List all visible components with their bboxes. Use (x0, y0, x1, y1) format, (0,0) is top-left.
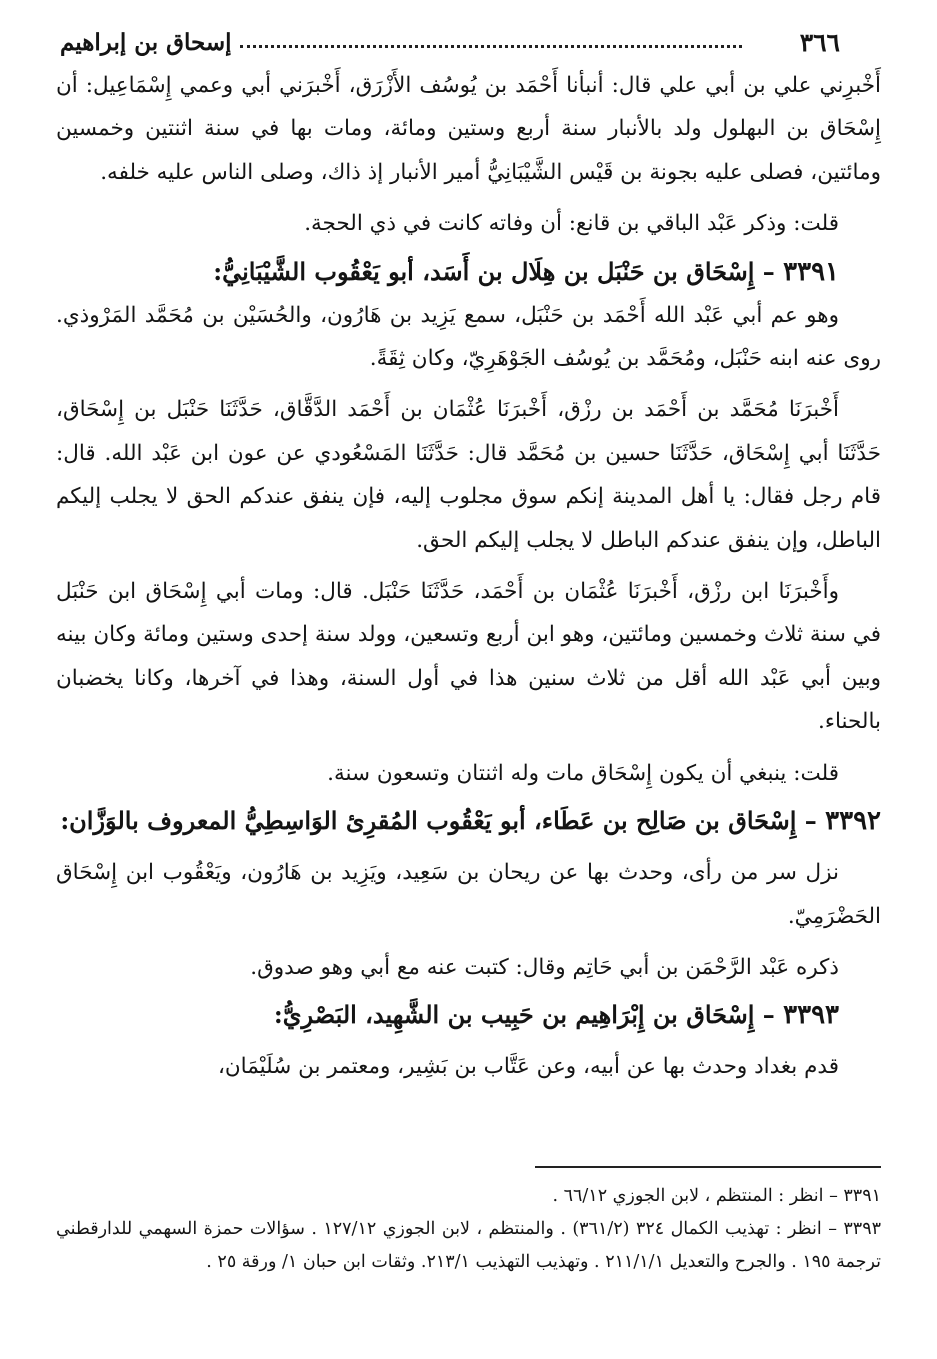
paragraph-9: قدم بغداد وحدث بها عن أبيه، وعن عَتَّاب بن بَشِير، ومعتمر بن سُلَيْمَان، (217, 1054, 839, 1080)
paragraph-5: وأَخْبرَنَا ابن رزْق، أَخْبرَنَا عُثْمَان بن أَحْمَد، حَدَّثَنَا حَنْبَل. قال: ومات أبي إِسْحَاق ابن حَنْبَل في سنة ثلاث وخمسين ومائتين، وهو ابن أربع وتسعين، وولد سنة إحدى وستين ومائة وكان بينه وبين أبي عَبْد الله أقل من ثلاث سنين هذا في أول السنة، وهذا في آخرها، وكانا يخضبان بالحناء. (56, 579, 881, 735)
footnote-1: ٣٣٩١ – انظر : المنتظم ، لابن الجوزي ٦٦/١٢ . (552, 1186, 881, 1206)
footnote-separator (535, 1166, 881, 1168)
entry-title: – إِسْحَاق بن إِبْرَاهِيم بن حَبِيب بن الشَّهِيد، البَصْرِيُّ: (273, 1000, 775, 1030)
paragraph-8: ذكره عَبْد الرَّحْمَن بن أبي حَاتِم وقال: كتبت عنه مع أبي وهو صدوق. (250, 954, 839, 980)
footnotes (56, 1180, 881, 1279)
footnote-2: ٣٣٩٣ – انظر : تهذيب الكمال ٣٢٤ (٣٦١/٢) . والمنتظم ، لابن الجوزي ١٢٧/١٢ . سؤالات حمزة السهمي للدارقطني ترجمة ١٩٥ . والجرح والتعديل ٢١١/١/١ . وتهذيب التهذيب ٢١٣/١. وثقات ابن حبان ١/ ورقة ٢٥ . (56, 1219, 882, 1272)
running-title: إسحاق بن إبراهيم (60, 28, 232, 56)
main-text (56, 64, 881, 1089)
paragraph-2: قلت: وذكر عَبْد الباقي بن قانع: أن وفاته كانت في ذي الحجة. (304, 211, 839, 237)
entry-number: ٣٣٩١ (783, 256, 839, 287)
entry-heading-3391 (56, 250, 881, 294)
paragraph-7: نزل سر من رأى، وحدث بها عن ريحان بن سَعِيد، ويَزِيد بن هَارُون، ويَعْقُوب ابن إِسْحَاق الحَضْرَمِيّ. (56, 860, 881, 929)
page-number: ٣٦٦ (799, 27, 840, 57)
paragraph-6: قلت: ينبغي أن يكون إِسْحَاق مات وله اثنتان وتسعون سنة. (327, 760, 839, 786)
entry-heading-3393 (56, 993, 881, 1037)
header-dotted-leader (240, 45, 742, 48)
entry-title: – إِسْحَاق بن حَنْبَل بن هِلَال بن أَسَد، أبو يَعْقُوب الشَّيْبَانِيُّ: (213, 256, 775, 286)
entry-number: ٣٣٩٣ (783, 1000, 839, 1031)
paragraph-1: أَخْبرِني علي بن أبي علي قال: أنبأنا أَحْمَد بن يُوسُف الأَزْرَق، أَخْبرَني أبي وعمي إِسْمَاعِيل: أن إِسْحَاق بن البهلول ولد بالأنبار سنة أربع وستين ومائة، ومات بها في سنة اثنتين وخمسين ومائتين، فصلى عليه بجونة بن قَيْس الشَّيْبَانِيُّ أمير الأنبار إذ ذاك، وصلى الناس عليه خلفه. (56, 73, 881, 185)
page-header (60, 26, 840, 58)
entry-title: – إِسْحَاق بن صَالِح بن عَطَاء، أبو يَعْقُوب المُقرِئ الوَاسِطِيُّ المعروف بالوَزَّان: (60, 806, 817, 836)
paragraph-3: وهو عم أبي عَبْد الله أَحْمَد بن حَنْبَل، سمع يَزِيد بن هَارُون، والحُسَيْن بن مُحَمَّد المَرْوذي. روى عنه ابنه حَنْبَل، ومُحَمَّد بن يُوسُف الجَوْهَرِيّ، وكان ثِقَةً. (56, 302, 881, 372)
paragraph-4: أَخْبرَنَا مُحَمَّد بن أَحْمَد بن رزْق، أَخْبرَنَا عُثْمَان بن أَحْمَد الدَّقَّاق، حَدَّثَنَا حَنْبَل بن إِسْحَاق، حَدَّثَنَا أبي إِسْحَاق، حَدَّثَنَا حسين بن مُحَمَّد قال: حَدَّثَنَا المَسْعُودي عن عون ابن عَبْد الله. قال: قام رجل فقال: يا أهل المدينة إنكم سوق مجلوب إليه، فإن ينفق عندكم الحق لا يجلب إليكم الباطل، وإن ينفق عندكم الباطل لا يجلب إليكم الحق. (56, 397, 881, 553)
entry-heading-3392 (56, 799, 881, 843)
entry-number: ٣٣٩٢ (825, 806, 881, 837)
